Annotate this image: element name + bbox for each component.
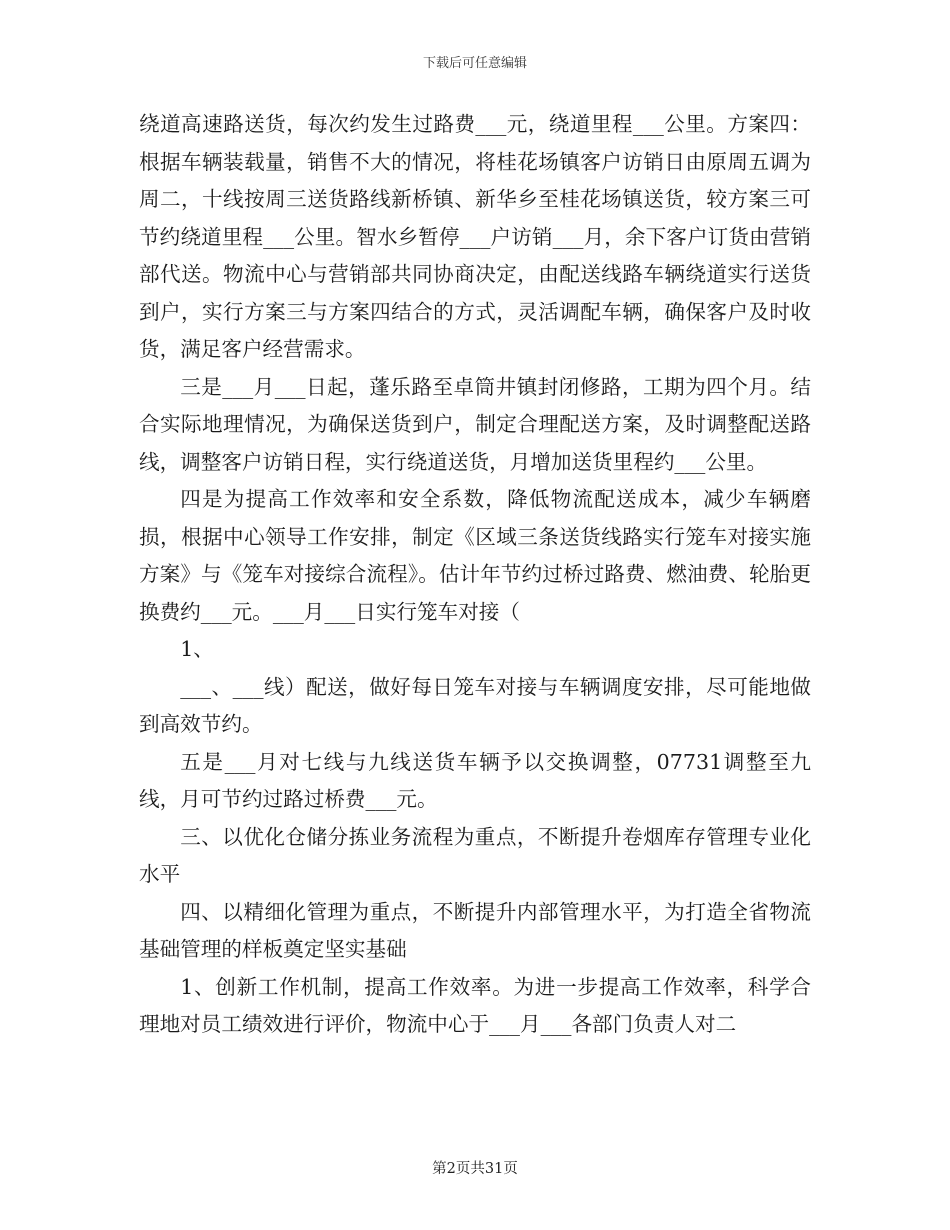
section-heading-3: 三、以优化仓储分拣业务流程为重点，不断提升卷烟库存管理专业化水平: [139, 824, 811, 886]
section-heading-4: 四、以精细化管理为重点，不断提升内部管理水平，为打造全省物流基础管理的样板奠定坚实基础: [139, 899, 811, 961]
paragraph-1: 绕道高速路送货，每次约发生过路费___元，绕道里程___公里。方案四：根据车辆装载量，销售不大的情况，将桂花场镇客户访销日由原周五调为周二，十线按周三送货路线新桥镇、新华乡至桂花场镇送货，较方案三可节约绕道里程___公里。智水乡暂停___户访销___月，余下客户订货由营销部代送。物流中心与营销部共同协商决定，由配送线路车辆绕道实行送货到户，实行方案三与方案四结合的方式，灵活调配车辆，确保客户及时收货，满足客户经营需求。: [139, 112, 811, 361]
paragraph-6: 五是___月对七线与九线送货车辆予以交换调整，07731调整至九线，月可节约过路过桥费___元。: [139, 749, 811, 811]
paragraph-2: 三是___月___日起，蓬乐路至卓筒井镇封闭修路，工期为四个月。结合实际地理情况，为确保送货到户，制定合理配送方案，及时调整配送路线，调整客户访销日程，实行绕道送货，月增加送货里程约___公里。: [139, 374, 811, 474]
paragraph-7: 1、创新工作机制，提高工作效率。为进一步提高工作效率，科学合理地对员工绩效进行评价，物流中心于___月___各部门负责人对二: [139, 974, 811, 1036]
page-footer: 第2页共31页: [432, 1161, 518, 1177]
document-body: [139, 106, 811, 1044]
paragraph-5: ___、___线）配送，做好每日笼车对接与车辆调度安排，尽可能地做到高效节约。: [139, 674, 811, 736]
paragraph-3: 四是为提高工作效率和安全系数，降低物流配送成本，减少车辆磨损，根据中心领导工作安排，制定《区域三条送货线路实行笼车对接实施方案》与《笼车对接综合流程》。估计年节约过桥过路费、燃油费、轮胎更换费约___元。___月___日实行笼车对接（: [139, 487, 811, 624]
paragraph-4: 1、: [180, 637, 214, 661]
page-header: 下载后可任意编辑: [422, 56, 527, 71]
